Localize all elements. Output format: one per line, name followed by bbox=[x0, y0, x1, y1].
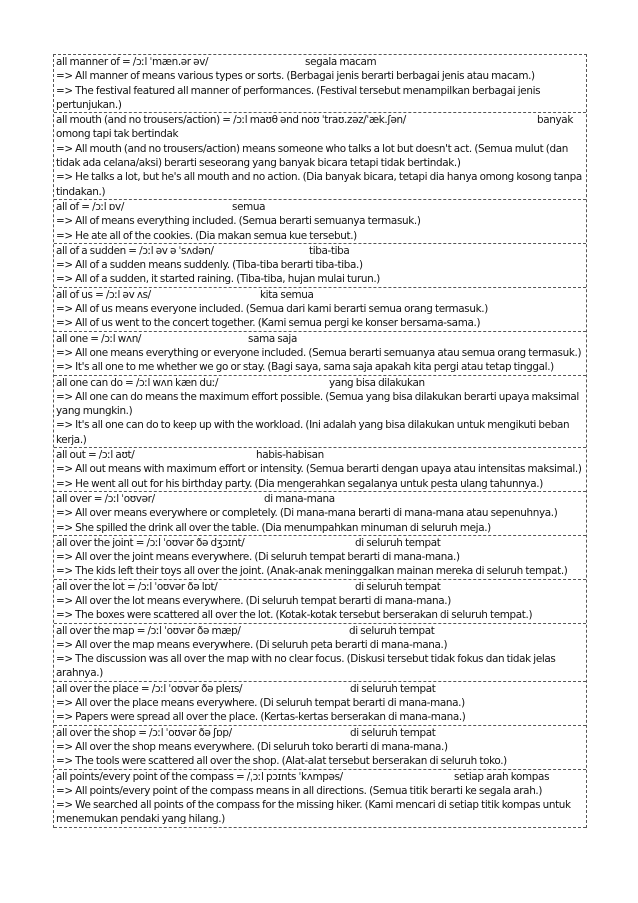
entry-meaning: kita semua bbox=[260, 288, 314, 301]
entry-meaning: setiap arah kompas bbox=[454, 770, 550, 783]
dictionary-entry bbox=[54, 244, 586, 288]
dictionary-entry bbox=[54, 580, 586, 624]
entry-example: => The boxes were scattered all over the lot. (Kotak-kotak tersebut berserakan di seluruh tempat.) bbox=[56, 609, 533, 622]
entry-term-pronunciation: all mouth (and no trousers/action) = /ɔːl maʊθ ənd noʊ ˈtraʊ.zəz/ˈæk.ʃən/ bbox=[56, 114, 406, 127]
entry-term-pronunciation: all over = /ɔːl ˈoʊvər/ bbox=[56, 492, 155, 505]
entry-example: => He ate all of the cookies. (Dia makan semua kue tersebut.) bbox=[56, 229, 357, 242]
entry-term-pronunciation: all over the lot = /ɔːl ˈoʊvər ðə lɒt/ bbox=[56, 580, 218, 593]
entry-definition: => All points/every point of the compass means in all directions. (Semua titik berarti ke segala arah.) bbox=[56, 784, 543, 797]
entry-term-pronunciation: all out = /ɔːl aʊt/ bbox=[56, 449, 135, 462]
dictionary-entry bbox=[54, 200, 586, 244]
entry-term-pronunciation: all one = /ɔːl wʌn/ bbox=[56, 332, 142, 345]
dictionary-entry bbox=[54, 770, 586, 828]
entry-example: => All of us went to the concert together. (Kami semua pergi ke konser bersama-sama.) bbox=[56, 317, 481, 330]
entry-definition: => All mouth (and no trousers/action) means someone who talks a lot but doesn't act. (Semua mulut (dan tidak ada celana/aksi) berarti seseorang yang banyak bicara tetapi tidak bertindak.) bbox=[56, 142, 568, 170]
entry-example: => It's all one to me whether we go or stay. (Bagi saya, sama saja apakah kita pergi atau tetap tinggal.) bbox=[56, 361, 554, 374]
entry-headword bbox=[56, 448, 584, 462]
entry-headword bbox=[56, 332, 584, 346]
entry-term-pronunciation: all over the shop = /ɔːl ˈoʊvər ðə ʃɒp/ bbox=[56, 726, 232, 739]
entry-example: => We searched all points of the compass for the missing hiker. (Kami mencari di setiap titik kompas untuk menemukan pendaki yang hilang.) bbox=[56, 799, 571, 826]
entry-example: => Papers were spread all over the place. (Kertas-kertas berserakan di mana-mana.) bbox=[56, 711, 466, 724]
phrase-dictionary-sheet bbox=[53, 54, 587, 828]
entry-definition: => All over means everywhere or completely. (Di mana-mana berarti di mana-mana atau sepenuhnya.) bbox=[56, 507, 558, 520]
entry-term-pronunciation: all over the place = /ɔːl ˈoʊvər ðə pleɪs/ bbox=[56, 682, 243, 695]
entry-meaning: habis-habisan bbox=[256, 449, 324, 462]
entry-term-pronunciation: all of us = /ɔːl əv ʌs/ bbox=[56, 288, 151, 301]
dictionary-entry bbox=[54, 536, 586, 580]
entry-meaning: banyak bbox=[537, 114, 573, 127]
entry-term-pronunciation: all of a sudden = /ɔːl əv ə ˈsʌdən/ bbox=[56, 244, 214, 257]
entry-definition: => All one can do means the maximum effort possible. (Semua yang bisa dilakukan berarti upaya maksimal yang mungkin.) bbox=[56, 390, 579, 418]
dictionary-entry bbox=[54, 332, 586, 376]
entry-definition: => All over the lot means everywhere. (Di seluruh tempat berarti di mana-mana.) bbox=[56, 594, 451, 607]
entry-term-pronunciation: all over the map = /ɔːl ˈoʊvər ðə mæp/ bbox=[56, 624, 241, 637]
entry-meaning: di seluruh tempat bbox=[350, 726, 436, 739]
entry-meaning: sama saja bbox=[248, 332, 297, 345]
entry-example: => The discussion was all over the map with no clear focus. (Diskusi tersebut tidak fokus dan tidak jelas arahnya.) bbox=[56, 653, 556, 680]
entry-term-pronunciation: all of = /ɔːl ɒv/ bbox=[56, 200, 124, 213]
entry-headword bbox=[56, 536, 584, 550]
entry-meaning: di seluruh tempat bbox=[350, 682, 436, 695]
entry-definition: => All one means everything or everyone included. (Semua berarti semuanya atau semua orang termasuk.) bbox=[56, 346, 582, 359]
dictionary-entry bbox=[54, 448, 586, 492]
entry-definition: => All manner of means various types or sorts. (Berbagai jenis berarti berbagai jenis atau macam.) bbox=[56, 70, 535, 83]
entry-headword bbox=[56, 726, 584, 740]
entry-headword bbox=[56, 55, 584, 69]
entry-meaning: semua bbox=[232, 200, 266, 213]
entry-headword bbox=[56, 682, 584, 696]
entry-definition: => All of a sudden means suddenly. (Tiba-tiba berarti tiba-tiba.) bbox=[56, 259, 363, 272]
entry-definition: => All over the shop means everywhere. (Di seluruh toko berarti di mana-mana.) bbox=[56, 740, 448, 753]
entry-example: => He talks a lot, but he's all mouth and no action. (Dia banyak bicara, tetapi dia hanya omong kosong tanpa tindakan.) bbox=[56, 171, 582, 198]
entry-meaning: segala macam bbox=[305, 56, 377, 68]
entry-definition: => All over the joint means everywhere. (Di seluruh tempat berarti di mana-mana.) bbox=[56, 551, 460, 564]
entry-meaning: di seluruh tempat bbox=[355, 580, 441, 593]
entry-meaning: di mana-mana bbox=[264, 492, 335, 505]
entry-term-pronunciation: all points/every point of the compass = /ˌɔːl pɔɪnts ˈkʌmpəs/ bbox=[56, 770, 343, 783]
entry-term-pronunciation: all manner of = /ɔːl ˈmæn.ər əv/ bbox=[56, 56, 209, 68]
entry-definition: => All of us means everyone included. (Semua dari kami berarti semua orang termasuk.) bbox=[56, 303, 488, 316]
entry-list bbox=[54, 55, 586, 828]
dictionary-entry bbox=[54, 288, 586, 332]
dictionary-entry bbox=[54, 682, 586, 726]
entry-headword bbox=[56, 113, 584, 127]
entry-example: => It's all one can do to keep up with the workload. (Ini adalah yang bisa dilakukan untuk mengikuti beban kerja.) bbox=[56, 419, 570, 446]
entry-term-pronunciation: all over the joint = /ɔːl ˈoʊvər ðə dʒɔɪnt/ bbox=[56, 536, 245, 549]
entry-example: => The tools were scattered all over the shop. (Alat-alat tersebut berserakan di seluruh toko.) bbox=[56, 755, 507, 768]
dictionary-entry bbox=[54, 492, 586, 536]
dictionary-entry bbox=[54, 55, 586, 113]
entry-definition: => All out means with maximum effort or intensity. (Semua berarti dengan upaya atau intensitas maksimal.) bbox=[56, 463, 582, 476]
entry-example: => She spilled the drink all over the table. (Dia menumpahkan minuman di seluruh meja.) bbox=[56, 521, 491, 534]
entry-headword bbox=[56, 200, 584, 214]
entry-definition: => All over the place means everywhere. (Di seluruh tempat berarti di mana-mana.) bbox=[56, 697, 465, 710]
entry-headword bbox=[56, 288, 584, 302]
entry-headword bbox=[56, 244, 584, 258]
entry-meaning: di seluruh tempat bbox=[349, 624, 435, 637]
entry-example: => The festival featured all manner of performances. (Festival tersebut menampilkan berbagai jenis pertunjukan.) bbox=[56, 84, 541, 111]
entry-meaning-continued: omong tapi tak bertindak bbox=[56, 128, 179, 141]
entry-meaning: yang bisa dilakukan bbox=[329, 376, 425, 389]
entry-headword bbox=[56, 580, 584, 594]
entry-headword bbox=[56, 624, 584, 638]
dictionary-entry bbox=[54, 113, 586, 200]
entry-term-pronunciation: all one can do = /ɔːl wʌn kæn duː/ bbox=[56, 376, 219, 389]
entry-definition: => All of means everything included. (Semua berarti semuanya termasuk.) bbox=[56, 215, 421, 228]
entry-meaning: tiba-tiba bbox=[309, 244, 350, 257]
dictionary-entry bbox=[54, 376, 586, 448]
entry-example: => All of a sudden, it started raining. (Tiba-tiba, hujan mulai turun.) bbox=[56, 273, 380, 286]
entry-headword bbox=[56, 492, 584, 506]
entry-example: => The kids left their toys all over the joint. (Anak-anak meninggalkan mainan mereka di seluruh tempat.) bbox=[56, 565, 568, 578]
dictionary-entry bbox=[54, 624, 586, 682]
entry-example: => He went all out for his birthday party. (Dia mengerahkan segalanya untuk pesta ulang tahunnya.) bbox=[56, 477, 543, 490]
entry-meaning: di seluruh tempat bbox=[355, 536, 441, 549]
entry-definition: => All over the map means everywhere. (Di seluruh peta berarti di mana-mana.) bbox=[56, 638, 448, 651]
dictionary-entry bbox=[54, 726, 586, 770]
entry-headword bbox=[56, 770, 584, 784]
entry-headword bbox=[56, 376, 584, 390]
